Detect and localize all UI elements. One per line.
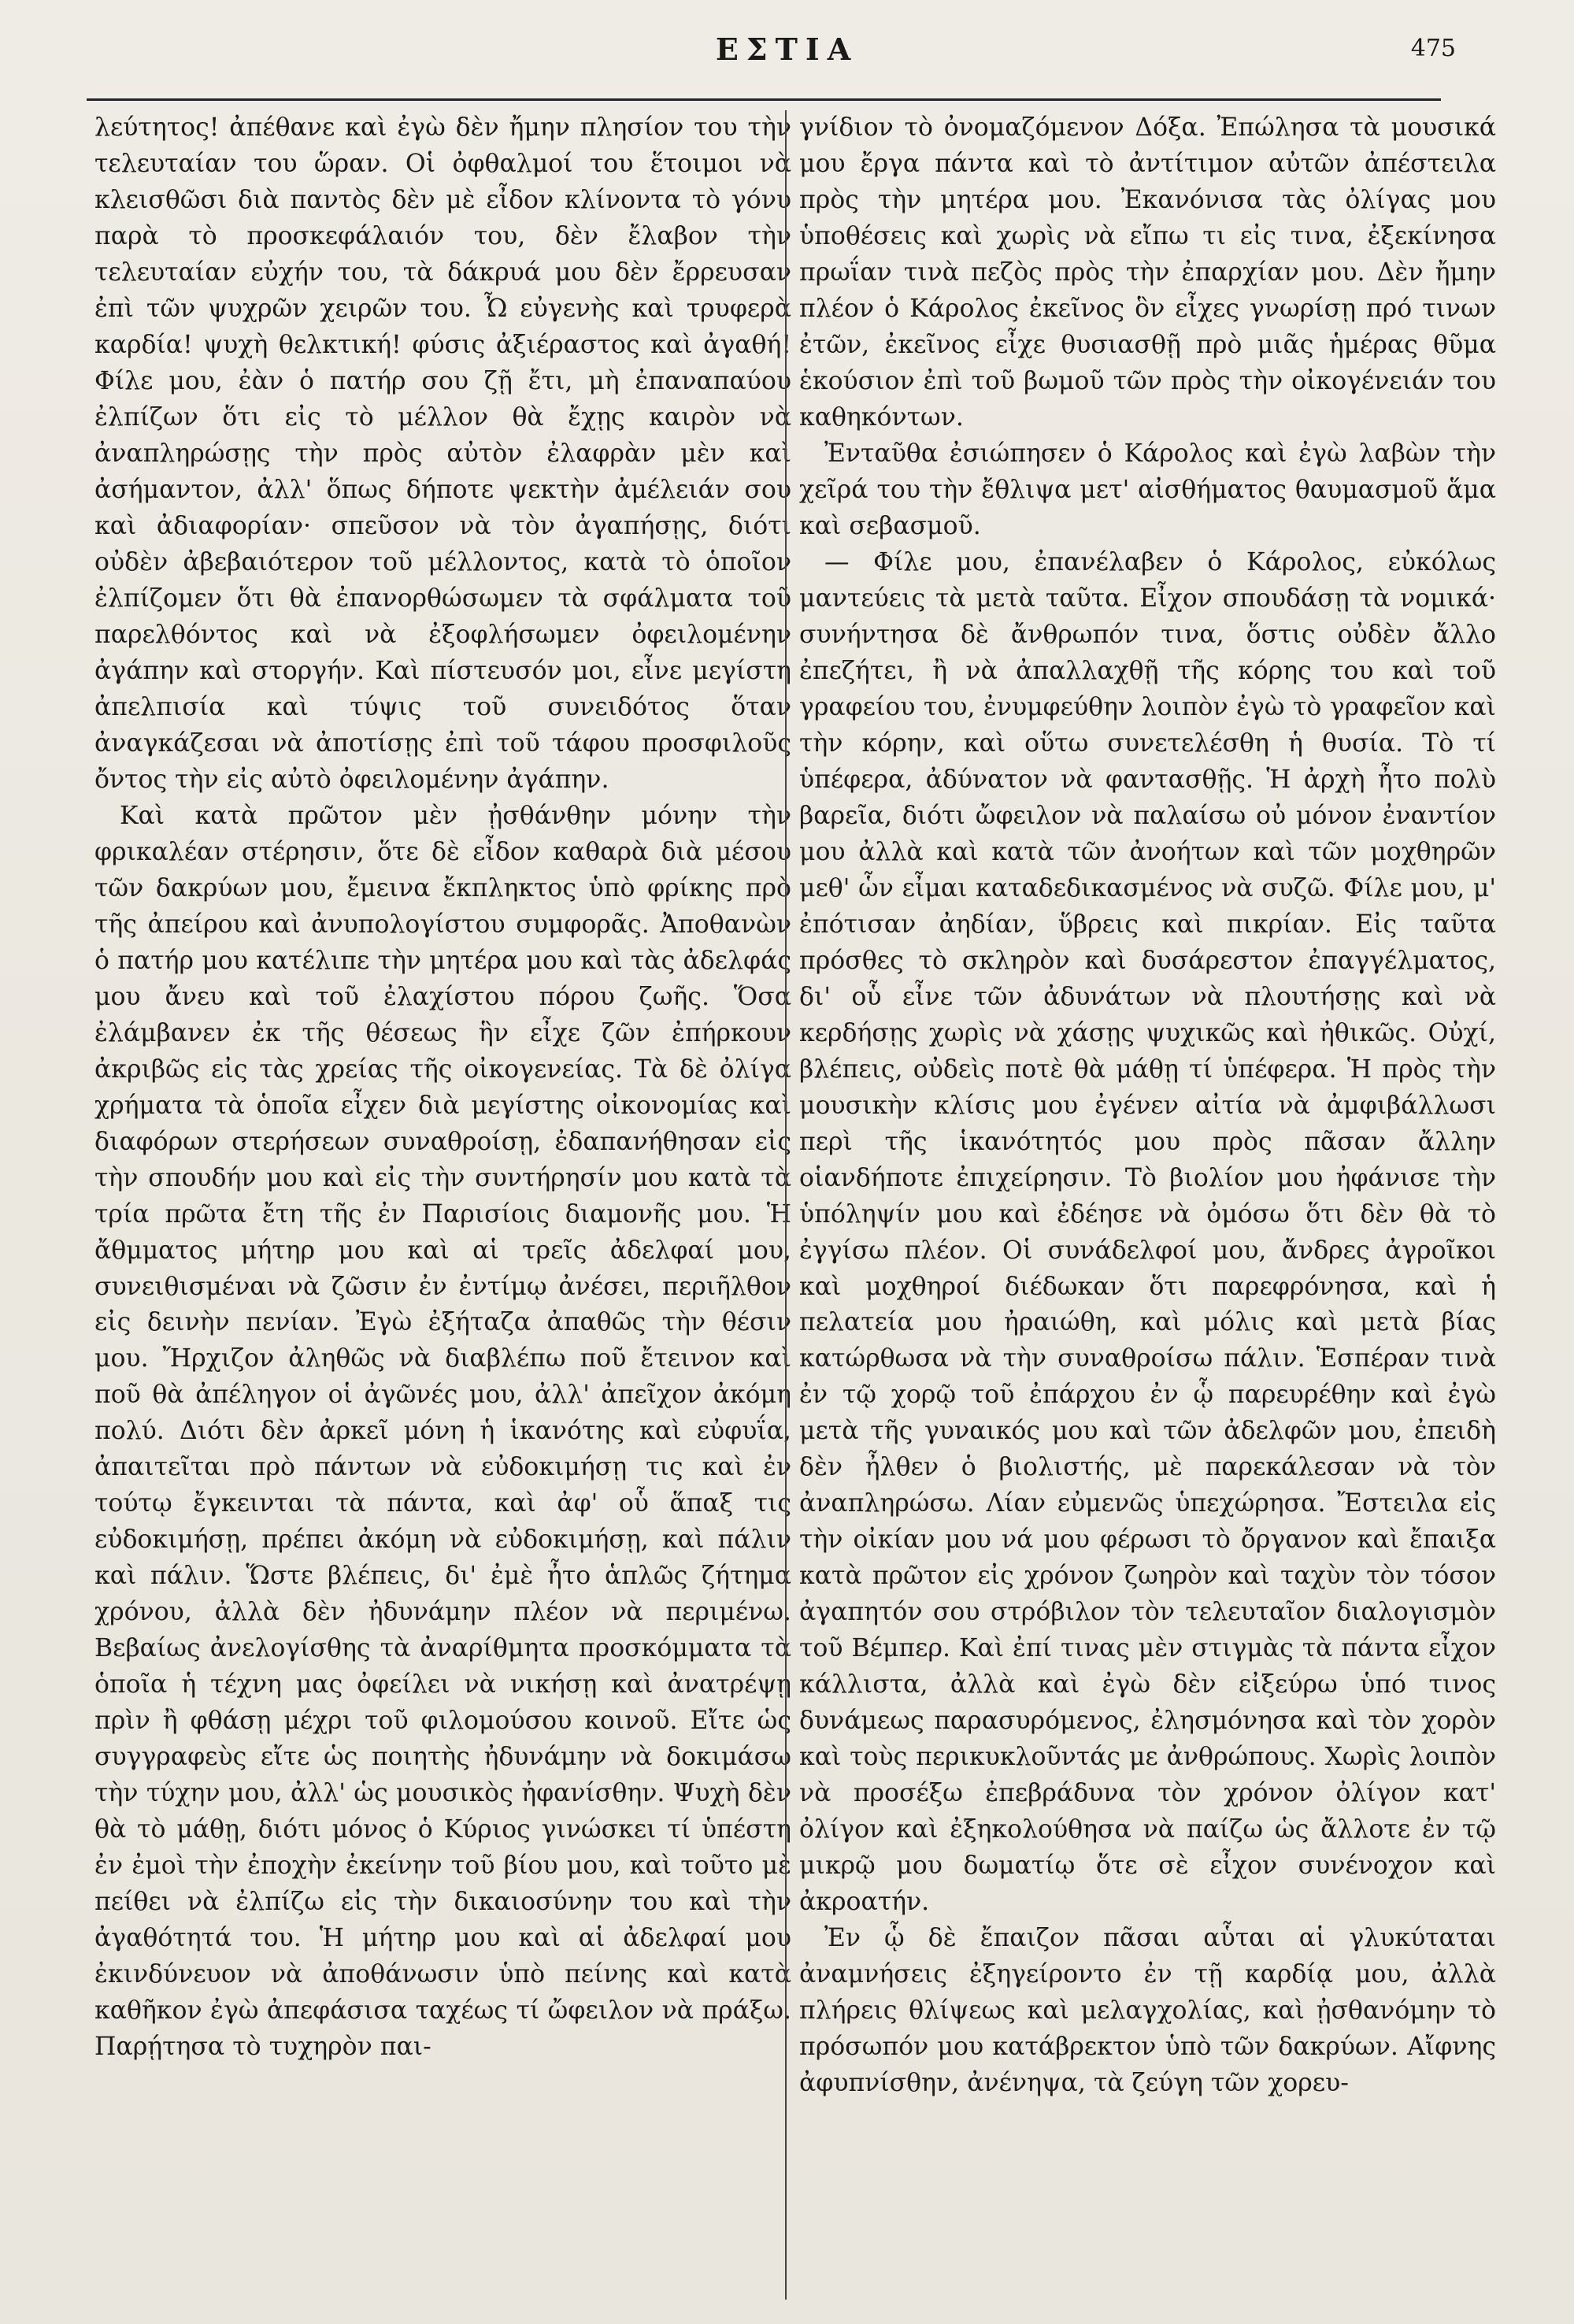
column-divider <box>785 110 787 2300</box>
header-rule <box>87 98 1441 101</box>
right-paragraph-4: Ἐν ᾧ δὲ ἔπαιζον πᾶσαι αὗται αἱ γλυκύταται ἀναμνήσεις ἐξηγείροντο ἐν τῇ καρδίᾳ μου, ἀλλὰ πλήρεις θλίψεως καὶ μελαγχολίας, καὶ ᾐσθανόμην τὸ πρόσωπόν μου κατάβρεκτον ὑπὸ τῶν δακρύων. Αἴφνης ἀφυπνίσθην, ἀνένηψα, τὰ ζεύγη τῶν χορευ- <box>799 1924 1496 2098</box>
page-header <box>0 32 1574 79</box>
right-paragraph-3: — Φίλε μου, ἐπανέλαβεν ὁ Κάρολος, εὐκόλως μαντεύεις τὰ μετὰ ταῦτα. Εἶχον σπουδάσῃ τὰ νομικά· συνήντησα δὲ ἄνθρωπόν τινα, ὅστις οὐδὲν ἄλλο ἐπεζήτει, ἢ νὰ ἀπαλλαχθῇ τῆς κόρης του καὶ τοῦ γραφείου του, ἐνυμφεύθην λοιπὸν ἐγὼ τὸ γραφεῖον καὶ τὴν κόρην, καὶ οὕτω συνετελέσθη ἡ θυσία. Τὸ τί ὑπέφερα, ἀδύνατον νὰ φαντασθῇς. Ἡ ἀρχὴ ἦτο πολὺ βαρεῖα, διότι ὤφειλον νὰ παλαίσω οὐ μόνον ἐναντίον μου ἀλλὰ καὶ κατὰ τῶν ἀνοήτων καὶ τῶν μοχθηρῶν μεθ' ὧν εἶμαι καταδεδικασμένος νὰ συζῶ. Φίλε μου, μ' ἐπότισαν ἀηδίαν, ὕβρεις καὶ πικρίαν. Εἰς ταῦτα πρόσθες τὸ σκληρὸν καὶ δυσάρεστον ἐπαγγέλματος, δι' οὗ εἶνε τῶν ἀδυνάτων νὰ πλουτήσῃς καὶ νὰ κερδήσῃς χωρὶς νὰ χάσῃς ψυχικῶς καὶ ἠθικῶς. Οὐχί, βλέπεις, οὐδεὶς ποτὲ θὰ μάθῃ τί ὑπέφερα. Ἡ πρὸς τὴν μουσικὴν κλίσις μου ἐγένεν αἰτία νὰ ἀμφιβάλλωσι περὶ τῆς ἱκανότητός μου πρὸς πᾶσαν ἄλλην οἱανδήποτε ἐπιχείρησιν. Τὸ βιολίον μου ἠφάνισε τὴν ὑπόληψίν μου καὶ ἐδέησε νὰ ὀμόσω ὅτι δὲν θὰ τὸ ἐγγίσω πλέον. Οἱ συνάδελφοί μου, ἄνδρες ἀγροῖκοι καὶ μοχθηροί διέδωκαν ὅτι παρεφρόνησα, καὶ ἡ πελατεία μου ἠραιώθη, καὶ μόλις καὶ μετὰ βίας κατώρθωσα νὰ τὴν συναθροίσω πάλιν. Ἑσπέραν τινὰ ἐν τῷ χορῷ τοῦ ἐπάρχου ἐν ᾧ παρευρέθην καὶ ἐγὼ μετὰ τῆς γυναικός μου καὶ τῶν ἀδελφῶν μου, ἐπειδὴ δὲν ἦλθεν ὁ βιολιστής, μὲ παρεκάλεσαν νὰ τὸν ἀναπληρώσω. Λίαν εὐμενῶς ὑπεχώρησα. Ἔστειλα εἰς τὴν οἰκίαν μου νά μου φέρωσι τὸ ὄργανον καὶ ἔπαιξα κατὰ πρῶτον εἰς χρόνον ζωηρὸν καὶ ταχὺν τὸν τόσον ἀγαπητόν σου στρόβιλον τὸν τελευταῖον διαλογισμὸν τοῦ Βέμπερ. Καὶ ἐπί τινας μὲν στιγμὰς τὰ πάντα εἶχον κάλλιστα, ἀλλὰ καὶ ἐγὼ δὲν εἰξεύρω ὑπό τινος δυνάμεως παρασυρόμενος, ἐλησμόνησα καὶ τὸν χορὸν καὶ τοὺς περικυκλοῦντάς με ἀνθρώπους. Χωρὶς λοιπὸν νὰ προσέξω ἐπεβράδυνα τὸν χρόνον ὀλίγον κατ' ὀλίγον καὶ ἐξηκολούθησα νὰ παίζω ὡς ἄλλοτε ἐν τῷ μικρῷ μου δωματίῳ ὅτε σὲ εἶχον συνένοχον καὶ ἀκροατήν. <box>799 547 1496 1917</box>
left-column <box>94 110 791 2307</box>
right-paragraph-2: Ἐνταῦθα ἐσιώπησεν ὁ Κάρολος καὶ ἐγὼ λαβὼν τὴν χεῖρά του τὴν ἔθλιψα μετ' αἰσθήματος θαυμασμοῦ ἅμα καὶ σεβασμοῦ. <box>799 439 1496 540</box>
left-paragraph-2: Καὶ κατὰ πρῶτον μὲν ᾐσθάνθην μόνην τὴν φρικαλέαν στέρησιν, ὅτε δὲ εἶδον καθαρὰ διὰ μέσου τῶν δακρύων μου, ἔμεινα ἔκπληκτος ὑπὸ φρίκης πρὸ τῆς ἀπείρου καὶ ἀνυπολογίστου συμφορᾶς. Ἀποθανὼν ὁ πατήρ μου κατέλιπε τὴν μητέρα μου καὶ τὰς ἀδελφάς μου ἄνευ καὶ τοῦ ἐλαχίστου πόρου ζωῆς. Ὅσα ἐλάμβανεν ἐκ τῆς θέσεως ἣν εἶχε ζῶν ἐπήρκουν ἀκριβῶς εἰς τὰς χρείας τῆς οἰκογενείας. Τὰ δὲ ὀλίγα χρήματα τὰ ὁποῖα εἶχεν διὰ μεγίστης οἰκονομίας καὶ διαφόρων στερήσεων συναθροίσῃ, ἐδαπανήθησαν εἰς τὴν σπουδήν μου καὶ εἰς τὴν συντήρησίν μου κατὰ τὰ τρία πρῶτα ἔτη τῆς ἐν Παρισίοις διαμονῆς μου. Ἡ ἄθμματος μήτηρ μου καὶ αἱ τρεῖς ἀδελφαί μου, συνειθισμέναι νὰ ζῶσιν ἐν ἐντίμῳ ἀνέσει, περιῆλθον εἰς δεινὴν πενίαν. Ἐγὼ ἐξήταζα ἀπαθῶς τὴν θέσιν μου. Ἤρχιζον ἀληθῶς νὰ διαβλέπω ποῦ ἔτεινον καὶ ποῦ θὰ ἀπέληγον οἱ ἀγῶνές μου, ἀλλ' ἀπεῖχον ἀκόμη πολύ. Διότι δὲν ἀρκεῖ μόνη ἡ ἱκανότης καὶ εὐφυΐα, ἀπαιτεῖται πρὸ πάντων νὰ εὐδοκιμήσῃ τις καὶ ἐν τούτῳ ἔγκεινται τὰ πάντα, καὶ ἀφ' οὗ ἅπαξ τις εὐδοκιμήσῃ, πρέπει ἀκόμη νὰ εὐδοκιμήσῃ, καὶ πάλιν καὶ πάλιν. Ὥστε βλέπεις, δι' ἐμὲ ἦτο ἁπλῶς ζήτημα χρόνου, ἀλλὰ δὲν ἠδυνάμην πλέον νὰ περιμένω. Βεβαίως ἀνελογίσθης τὰ ἀναρίθμητα προσκόμματα τὰ ὁποῖα ἡ τέχνη μας ὀφείλει νὰ νικήσῃ καὶ ἀνατρέψῃ πρὶν ἢ φθάσῃ μέχρι τοῦ φιλομούσου κοινοῦ. Εἴτε ὡς συγγραφεὺς εἴτε ὡς ποιητὴς ἠδυνάμην νὰ δοκιμάσω τὴν τύχην μου, ἀλλ' ὡς μουσικὸς ἠφανίσθην. Ψυχὴ δὲν θὰ τὸ μάθῃ, διότι μόνος ὁ Κύριος γινώσκει τί ὑπέστη ἐν ἐμοὶ τὴν ἐποχὴν ἐκείνην τοῦ βίου μου, καὶ τοῦτο μὲ πείθει νὰ ἐλπίζω εἰς τὴν δικαιοσύνην του καὶ τὴν ἀγαθότητά του. Ἡ μήτηρ μου καὶ αἱ ἀδελφαί μου ἐκινδύνευον νὰ ἀποθάνωσιν ὑπὸ πείνης καὶ κατὰ καθῆκον ἐγὼ ἀπεφάσισα ταχέως τί ὤφειλον νὰ πράξω. Παρῄτησα τὸ τυχηρὸν παι- <box>94 801 791 2062</box>
periodical-title: ΕΣΤΙΑ <box>715 32 859 67</box>
left-paragraph-1: λεύτητος! ἀπέθανε καὶ ἐγὼ δὲν ἤμην πλησίον του τὴν τελευταίαν του ὥραν. Οἱ ὀφθαλμοί του ἕτοιμοι νὰ κλεισθῶσι διὰ παντὸς δὲν μὲ εἶδον κλίνοντα τὸ γόνυ παρὰ τὸ προσκεφάλαιόν του, δὲν ἔλαβον τὴν τελευταίαν εὐχήν του, τὰ δάκρυά μου δὲν ἔρρευσαν ἐπὶ τῶν ψυχρῶν χειρῶν του. Ὦ εὐγενὴς καὶ τρυφερὰ καρδία! ψυχὴ θελκτική! φύσις ἀξιέραστος καὶ ἀγαθή! Φίλε μου, ἐὰν ὁ πατήρ σου ζῇ ἔτι, μὴ ἐπαναπαύου ἐλπίζων ὅτι εἰς τὸ μέλλον θὰ ἔχῃς καιρὸν νὰ ἀναπληρώσῃς τὴν πρὸς αὐτὸν ἐλαφρὰν μὲν καὶ ἀσήμαντον, ἀλλ' ὅπως δήποτε ψεκτὴν ἀμέλειάν σου καὶ ἀδιαφορίαν· σπεῦσον νὰ τὸν ἀγαπήσῃς, διότι οὐδὲν ἀβεβαιότερον τοῦ μέλλοντος, κατὰ τὸ ὁποῖον ἐλπίζομεν ὅτι θὰ ἐπανορθώσωμεν τὰ σφάλματα τοῦ παρελθόντος καὶ νὰ ἐξοφλήσωμεν ὀφειλομένην ἀγάπην καὶ στοργήν. Καὶ πίστευσόν μοι, εἶνε μεγίστη ἀπελπισία καὶ τύψις τοῦ συνειδότος ὅταν ἀναγκάζεσαι νὰ ἀποτίσῃς ἐπὶ τοῦ τάφου προσφιλοῦς ὄντος τὴν εἰς αὐτὸ ὀφειλομένην ἀγάπην. <box>94 113 791 794</box>
right-paragraph-1: γνίδιον τὸ ὀνομαζόμενον Δόξα. Ἐπώλησα τὰ μουσικά μου ἔργα πάντα καὶ τὸ ἀντίτιμον αὐτῶν ἀπέστειλα πρὸς τὴν μητέρα μου. Ἐκανόνισα τὰς ὀλίγας μου ὑποθέσεις καὶ χωρὶς νὰ εἴπω τι εἰς τινα, ἐξεκίνησα πρωΐαν τινὰ πεζὸς πρὸς τὴν ἐπαρχίαν μου. Δὲν ἤμην πλέον ὁ Κάρολος ἐκεῖνος ὃν εἶχες γνωρίσῃ πρό τινων ἐτῶν, ἐκεῖνος εἶχε θυσιασθῇ πρὸ μιᾶς ἡμέρας θῦμα ἑκούσιον ἐπὶ τοῦ βωμοῦ τῶν πρὸς τὴν οἰκογένειάν του καθηκόντων. <box>799 113 1496 432</box>
right-column <box>799 110 1496 2307</box>
page-number: 475 <box>1410 35 1456 62</box>
